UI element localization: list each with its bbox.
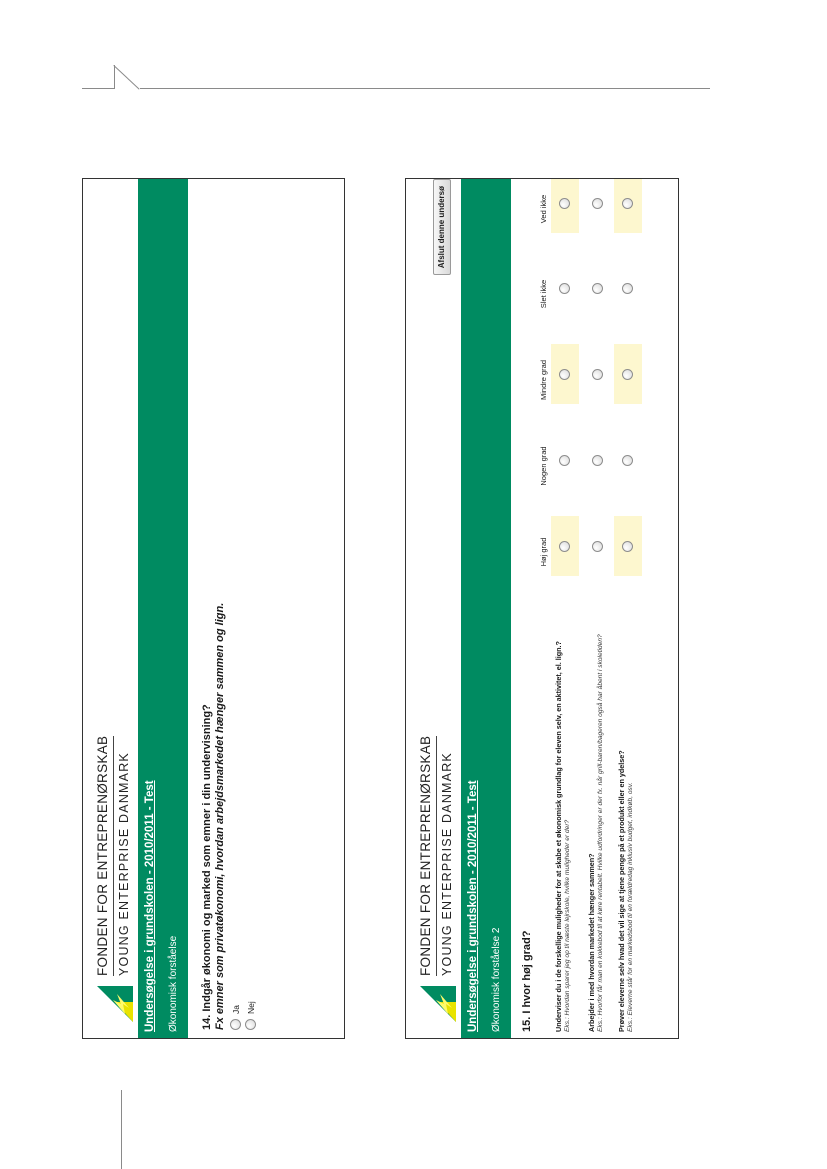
answer-cell <box>551 430 579 490</box>
brand-line-2: YOUNG ENTERPRISE DANMARK <box>117 752 131 976</box>
column-header-dont-know: Ved ikke <box>539 194 548 224</box>
radio-button[interactable] <box>622 198 633 209</box>
answer-cell <box>584 430 612 490</box>
answer-cell <box>551 516 579 576</box>
row-example: Eks.: Eleverne står for en markedsbod til en forældredag inklusiv budget, indkøb, osv. <box>627 782 634 1032</box>
radio-button[interactable] <box>592 198 603 209</box>
answer-cell <box>614 258 642 318</box>
section-title: Økonomisk forståelse <box>168 935 179 1032</box>
radio-button[interactable] <box>559 198 570 209</box>
answer-cell <box>614 344 642 404</box>
row-example: Eks.: Hvorfor får man en kokkebod til at køre rentabelt. Hvilke udfordringer er der fx. når grill-baren/bageren også har åbent i skoletiden? <box>597 634 604 1032</box>
rotated-survey-page <box>83 179 344 1038</box>
radio-button[interactable] <box>245 1019 256 1030</box>
survey-title-bar <box>461 179 511 1038</box>
rotated-survey-page <box>406 179 678 1038</box>
brand-line-1: FONDEN FOR ENTREPRENØRSKAB <box>418 736 437 976</box>
brand-line-2: YOUNG ENTERPRISE DANMARK <box>440 752 454 976</box>
matrix-row <box>551 207 579 1032</box>
header-notch-diagonal <box>113 65 139 90</box>
answer-cell <box>614 430 642 490</box>
radio-button[interactable] <box>622 369 633 380</box>
matrix-row <box>584 207 612 1032</box>
brand-line-1: FONDEN FOR ENTREPRENØRSKAB <box>95 736 114 976</box>
section-title: Økonomisk forståelse 2 <box>491 927 502 1032</box>
matrix-row <box>614 207 642 1032</box>
radio-button[interactable] <box>622 541 633 552</box>
header-rule-right <box>140 88 710 89</box>
question-text: 14. Indgår økonomi og marked som emner i din undervisning? <box>201 704 213 1030</box>
radio-button[interactable] <box>559 455 570 466</box>
survey-header <box>406 179 461 1038</box>
radio-button[interactable] <box>592 369 603 380</box>
radio-button[interactable] <box>230 1019 241 1030</box>
radio-button[interactable] <box>559 369 570 380</box>
survey-header <box>83 179 138 1038</box>
question-15-title: 15. I hvor høj grad? <box>521 930 533 1032</box>
survey-screenshot-left <box>82 178 345 1039</box>
survey-title-bar <box>138 179 188 1038</box>
answer-cell <box>551 258 579 318</box>
answer-cell <box>614 516 642 576</box>
radio-button[interactable] <box>592 541 603 552</box>
answer-cell <box>551 344 579 404</box>
answer-cell <box>584 178 612 233</box>
row-question: Prøver eleverne selv hvad det vil sige at tjene penge på et produkt eller en ydelse? <box>617 750 626 1032</box>
question-14 <box>201 603 256 1030</box>
column-header-high: Høj grad <box>539 537 548 567</box>
answer-cell <box>584 344 612 404</box>
brand-name <box>418 736 454 976</box>
foundation-logo-icon <box>418 984 458 1024</box>
header-rule-left <box>82 88 114 89</box>
radio-button[interactable] <box>622 283 633 294</box>
brand-name <box>95 736 131 976</box>
row-example: Eks.: Hvordan sparer jeg op til næste lejrskole, hvilke muligheder er der? <box>564 819 571 1032</box>
question-subtext: Fx emner som privatøkonomi, hvordan arbejdsmarkedet hænger sammen og lign. <box>214 602 226 1030</box>
survey-title-link[interactable]: Undersøgelse i grundskolen - 2010/2011 - Test <box>467 780 479 1032</box>
radio-button[interactable] <box>622 455 633 466</box>
margin-rule <box>121 1090 122 1169</box>
option-label: Ja <box>230 1005 241 1014</box>
answer-cell <box>584 258 612 318</box>
radio-button[interactable] <box>592 283 603 294</box>
radio-button[interactable] <box>559 541 570 552</box>
answer-cell <box>551 178 579 233</box>
radio-button[interactable] <box>559 283 570 294</box>
row-question: Arbejder i med hvordan markedet hænger sammen? <box>587 853 596 1032</box>
column-header-some: Nogen grad <box>539 446 548 486</box>
finish-survey-button[interactable]: Afslut denne undersø <box>433 179 451 275</box>
header-notch-vertical <box>114 65 115 89</box>
column-header-less: Mindre grad <box>539 359 548 401</box>
radio-button[interactable] <box>592 455 603 466</box>
answer-cell <box>614 178 642 233</box>
answer-cell <box>584 516 612 576</box>
foundation-logo-icon <box>95 984 135 1024</box>
option-label: Nej <box>245 1001 256 1014</box>
survey-screenshot-right <box>405 178 679 1039</box>
column-header-not-at-all: Slet ikke <box>539 279 548 309</box>
survey-title-link[interactable]: Undersøgelse i grundskolen - 2010/2011 - Test <box>144 780 156 1032</box>
option-no[interactable] <box>245 603 256 1030</box>
option-yes[interactable] <box>230 603 241 1030</box>
row-question: Underviser du i de forskellige muligheder for at skabe et økonomisk grundlag for eleven selv, en aktivitet, el. lign.? <box>554 641 563 1032</box>
